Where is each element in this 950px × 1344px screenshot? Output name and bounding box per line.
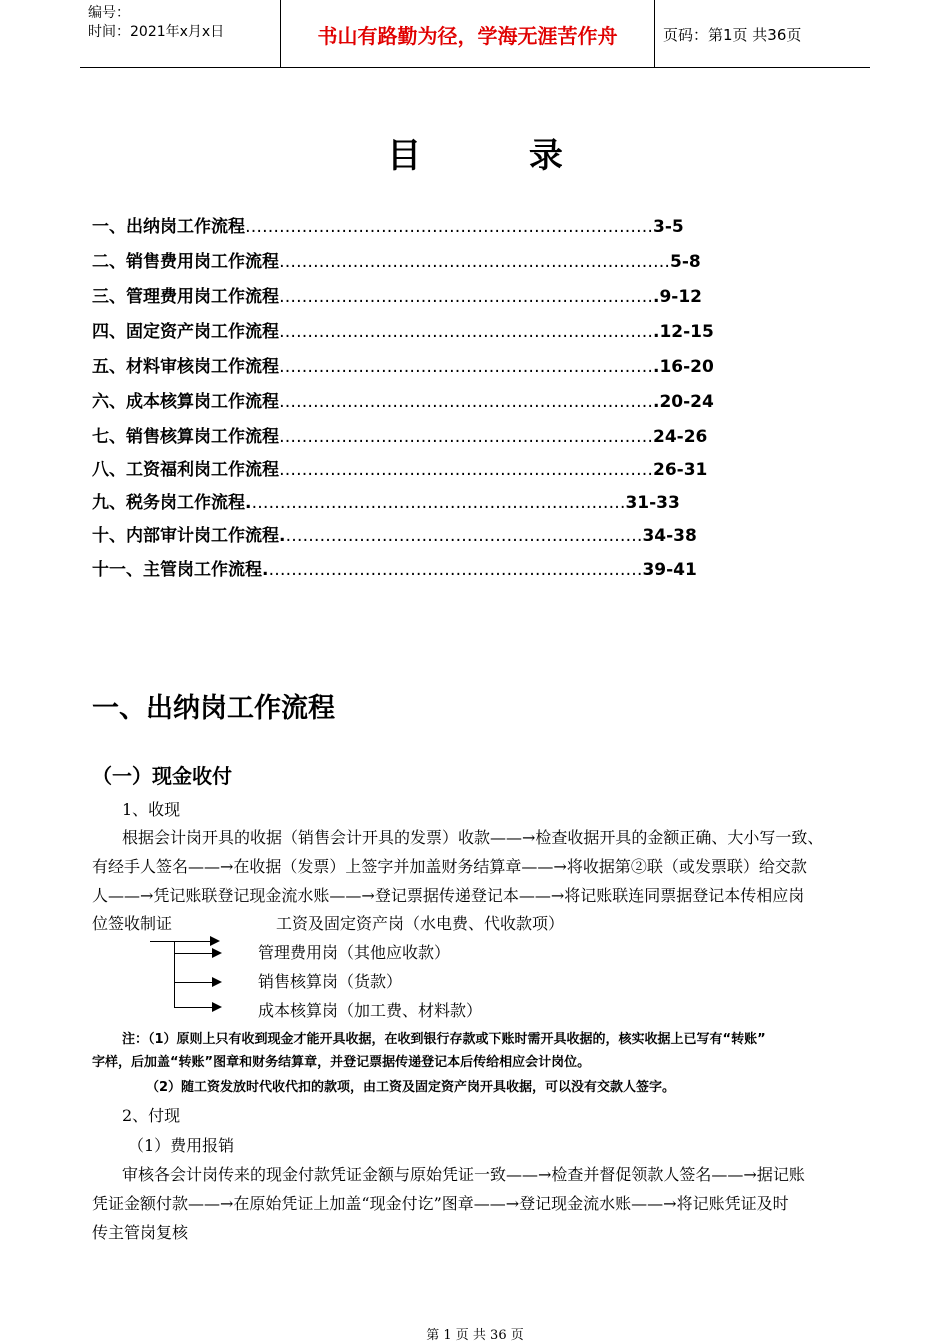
- paragraph-line: 位签收制证: [92, 914, 173, 933]
- note-line: 注：（1）原则上只有收到现金才能开具收据，在收到银行存款或下账时需开具收据的，核实收据上已写有“转账”: [122, 1032, 766, 1047]
- note-line: 字样，后加盖“转账”图章和财务结算章，并登记票据传递登记本后传给相应会计岗位。: [92, 1055, 591, 1070]
- paragraph-line: 审核各会计岗传来的现金付款凭证金额与原始凭证一致——→检查并督促领款人签名——→据记账: [122, 1165, 805, 1184]
- paragraph-line: 根据会计岗开具的收据（销售会计开具的发票）收款——→检查收据开具的金额正确、大小写一致、: [122, 828, 824, 847]
- flow-line: [174, 953, 212, 954]
- arrow-right-icon: [212, 977, 222, 987]
- page-header: [80, 0, 870, 68]
- sub-heading-expense: （1）费用报销: [128, 1136, 235, 1155]
- code-label: 编号：: [88, 5, 130, 21]
- flow-line: [174, 941, 175, 1008]
- toc-item[interactable]: 十、内部审计岗工作流程.………………………………………………………34-38: [92, 526, 697, 546]
- flow-line: [174, 982, 212, 983]
- toc-item[interactable]: 八、工资福利岗工作流程…………………………………………………………26-31: [92, 460, 708, 480]
- paragraph-line: 传主管岗复核: [92, 1223, 189, 1242]
- toc-item[interactable]: 九、税务岗工作流程.…………………………………………………………31-33: [92, 493, 680, 513]
- arrow-right-icon: [212, 1002, 222, 1012]
- header-motto: 书山有路勤为径，学海无涯苦作舟: [281, 0, 655, 68]
- paragraph-line: 有经手人签名——→在收据（发票）上签字并加盖财务结算章——→将收据第②联（或发票联）给交款: [92, 857, 807, 876]
- header-page-info: 页码：第1页 共36页: [663, 25, 802, 44]
- note-line: （2）随工资发放时代收代扣的款项，由工资及固定资产岗开具收据，可以没有交款人签字。: [146, 1080, 676, 1095]
- sub-heading-pay: 2、付现: [122, 1106, 181, 1125]
- toc-item[interactable]: 二、销售费用岗工作流程……………………………………………………………5-8: [92, 252, 701, 272]
- toc-item[interactable]: 五、材料审核岗工作流程………………………………………………………….16-20: [92, 357, 714, 377]
- branch-label: 管理费用岗（其他应收款）: [258, 943, 451, 962]
- flow-line: [150, 941, 210, 942]
- branch-label: 成本核算岗（加工费、材料款）: [258, 1001, 483, 1020]
- toc-item[interactable]: 三、管理费用岗工作流程………………………………………………………….9-12: [92, 287, 702, 307]
- branch-label: 工资及固定资产岗（水电费、代收款项）: [276, 914, 565, 933]
- header-meta: [80, 0, 281, 68]
- toc-title: 目 录: [387, 136, 611, 176]
- arrow-right-icon: [212, 948, 222, 958]
- subsection-heading: （一）现金收付: [92, 764, 232, 788]
- toc-item[interactable]: 一、出纳岗工作流程………………………………………………………………3-5: [92, 217, 684, 237]
- flow-line: [174, 1007, 212, 1008]
- toc-item[interactable]: 七、销售核算岗工作流程…………………………………………………………24-26: [92, 427, 708, 447]
- time-label: 时间：2021年x月x日: [88, 24, 225, 40]
- toc-item[interactable]: 六、成本核算岗工作流程………………………………………………………….20-24: [92, 392, 714, 412]
- page-footer: 第 1 页 共 36 页: [426, 1328, 524, 1343]
- sub-heading-receive: 1、收现: [122, 800, 181, 819]
- paragraph-line: 凭证金额付款——→在原始凭证上加盖“现金付讫”图章——→登记现金流水账——→将记账凭证及时: [92, 1194, 789, 1213]
- toc-item[interactable]: 四、固定资产岗工作流程………………………………………………………….12-15: [92, 322, 714, 342]
- arrow-right-icon: [210, 936, 220, 946]
- section-heading: 一、出纳岗工作流程: [92, 693, 335, 724]
- branch-label: 销售核算岗（货款）: [258, 972, 403, 991]
- toc-item[interactable]: 十一、主管岗工作流程.…………………………………………………………39-41: [92, 560, 697, 580]
- paragraph-line: 人——→凭记账联登记现金流水账——→登记票据传递登记本——→将记账联连同票据登记本传相应岗: [92, 886, 805, 905]
